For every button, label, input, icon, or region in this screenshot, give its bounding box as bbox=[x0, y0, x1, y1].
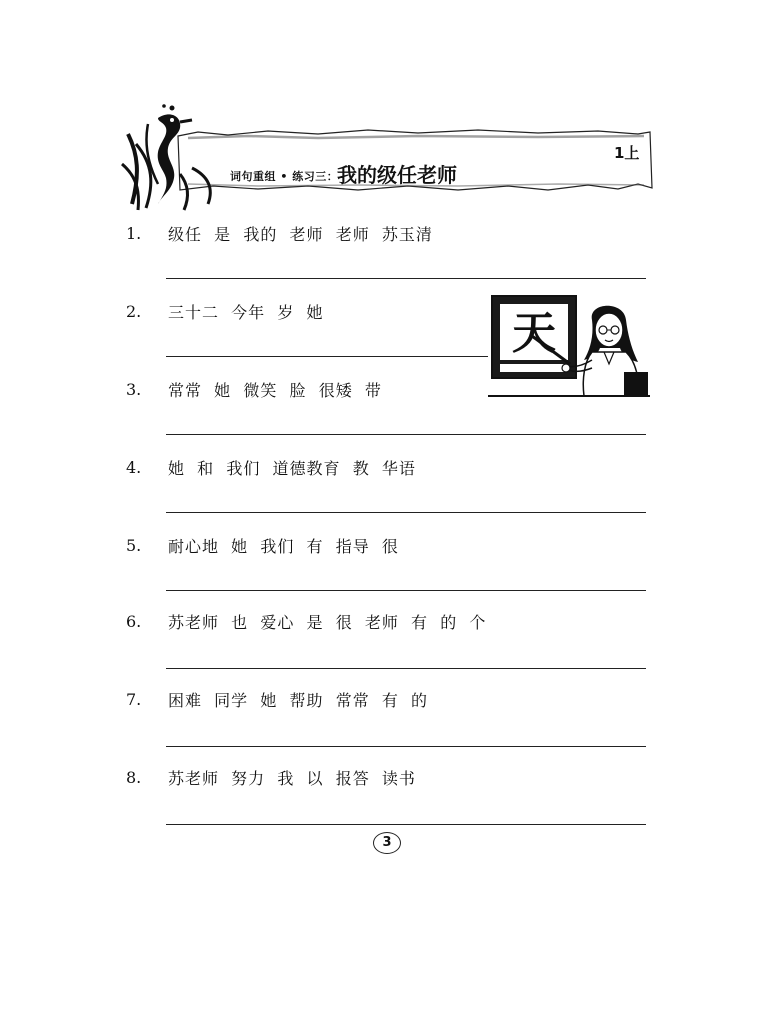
answer-line[interactable] bbox=[166, 824, 646, 825]
item-number: 3. bbox=[126, 380, 142, 399]
scrambled-words: 苏老师 也 爱心 是 很 老师 有 的 个 bbox=[168, 613, 487, 632]
answer-line[interactable] bbox=[166, 590, 646, 591]
page-title: 我的级任老师 bbox=[337, 163, 457, 187]
item-number: 1. bbox=[126, 224, 142, 243]
answer-line[interactable] bbox=[166, 278, 646, 279]
exercise-item-7 bbox=[126, 690, 656, 750]
exercise-item-6 bbox=[126, 612, 656, 672]
answer-line[interactable] bbox=[166, 746, 646, 747]
scrambled-words: 耐心地 她 我们 有 指导 很 bbox=[168, 537, 399, 556]
exercise-item-4 bbox=[126, 458, 656, 518]
item-number: 5. bbox=[126, 536, 142, 555]
teacher-illustration bbox=[488, 292, 650, 398]
exercise-label: 词句重组 • 练习三： bbox=[230, 170, 339, 183]
answer-line[interactable] bbox=[166, 434, 646, 435]
exercise-item-1 bbox=[126, 224, 656, 284]
scrambled-words: 苏老师 努力 我 以 报答 读书 bbox=[168, 769, 416, 788]
item-number: 8. bbox=[126, 768, 142, 787]
item-number: 7. bbox=[126, 690, 142, 709]
scrambled-words: 级任 是 我的 老师 老师 苏玉清 bbox=[168, 225, 433, 244]
exercise-item-5 bbox=[126, 536, 656, 596]
scrambled-words: 三十二 今年 岁 她 bbox=[168, 303, 324, 322]
item-number: 4. bbox=[126, 458, 142, 477]
scrambled-words: 常常 她 微笑 脸 很矮 带 bbox=[168, 381, 382, 400]
answer-line[interactable] bbox=[166, 512, 646, 513]
item-number: 6. bbox=[126, 612, 142, 631]
answer-line[interactable] bbox=[166, 668, 646, 669]
answer-line[interactable] bbox=[166, 356, 488, 357]
scrambled-words: 她 和 我们 道德教育 教 华语 bbox=[168, 459, 416, 478]
volume-label: 1上 bbox=[614, 144, 640, 162]
page-number: 3 bbox=[373, 832, 401, 854]
exercise-item-8 bbox=[126, 768, 656, 828]
board-character: 天 bbox=[512, 308, 556, 359]
item-number: 2. bbox=[126, 302, 142, 321]
scrambled-words: 困难 同学 她 帮助 常常 有 的 bbox=[168, 691, 429, 710]
